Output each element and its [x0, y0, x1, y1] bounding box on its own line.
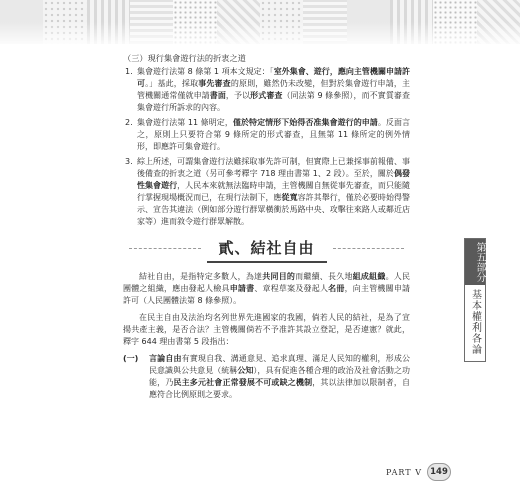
page-heading: 貳、結社自由	[207, 234, 327, 263]
item-number: 3.	[125, 157, 133, 166]
header-fade	[0, 22, 520, 48]
item-number: 1.	[125, 67, 133, 76]
item-text: 綜上所述，可謂集會遊行法雖採取事先許可制，但實際上已兼採事前報備、事後備查的折衷之道（另可參考釋字 718 理由書第 1、2 段）。至於，關於偶發性集會遊行，人民本來就無法臨時申請，主管機關自無從事先審查，而只能隨行掌握現場概況而已，在現行法制下，應從寬容許其舉行，僅於必要時始得警示、宣告其違法（例如部分遊行群眾橫衝於馬路中央、攻擊往來路人或鄰近店家等）進而敘令遊行群眾解散。	[137, 157, 411, 226]
sub-item-text: 言論自由有實現自我、溝通意見、追求真理、滿足人民知的權利，形成公民意識與公共意見（統稱公知），具有促進各種合理的政治及社會活動之功能，乃民主多元社會正常發展不可或缺之機制，其以法律加以限制者，自應符合比例原則之要求。	[149, 354, 411, 399]
paragraph: 在民主自由及法治均名列世界先進國家的我國，倘若人民的結社，是為了宣揚共產主義，是否合法？主管機關倘若不予准許其設立登記，是否違憲？就此，釋字 644 理由書第 5 段指出：	[123, 313, 410, 346]
paragraph: 結社自由，是指特定多數人，為達共同目的而繼續、長久地組成組織。人民團體之組織，應由發起人檢具申請書、章程草案及發起人名冊，向主管機關申請許可（人民團體法第 8 條參照）。	[123, 272, 411, 305]
divider	[333, 248, 405, 249]
chapter-side-tab	[464, 238, 486, 362]
side-tab-part: 第五部分	[465, 239, 485, 285]
footer-part-label: PART Ⅴ	[386, 468, 422, 477]
list-item	[123, 117, 410, 153]
side-tab-title: 基本權利各論	[469, 289, 481, 355]
list-item	[123, 66, 410, 114]
item-number: 2.	[125, 118, 133, 127]
sub-item	[123, 353, 410, 401]
section-heading: （三）現行集會遊行法的折衷之道	[123, 53, 246, 63]
page-number: 149	[427, 463, 451, 481]
item-text: 集會遊行法第 8 條第 1 項本文規定：「室外集會、遊行，應向主管機關申請許可。」基此，採取事先審查的原則，雖然仍未改變，但對於集會遊行申請，主管機關通常僅就申請書面，予以形式審查（同法第 9 條參照），而不實質審查集會遊行所訴求的內容。	[137, 67, 411, 112]
section-title-row	[123, 234, 410, 263]
item-text: 集會遊行法第 11 條明定，僅於特定情形下始得否准集會遊行的申請。反面言之，原則上只要符合第 9 條所定的形式審查，且無第 11 條所定的例外情形，即應許可集會遊行。	[137, 118, 411, 151]
sub-item-number: (一)	[123, 354, 139, 363]
list-item	[123, 156, 410, 228]
page-content	[123, 48, 410, 401]
divider	[129, 248, 201, 249]
